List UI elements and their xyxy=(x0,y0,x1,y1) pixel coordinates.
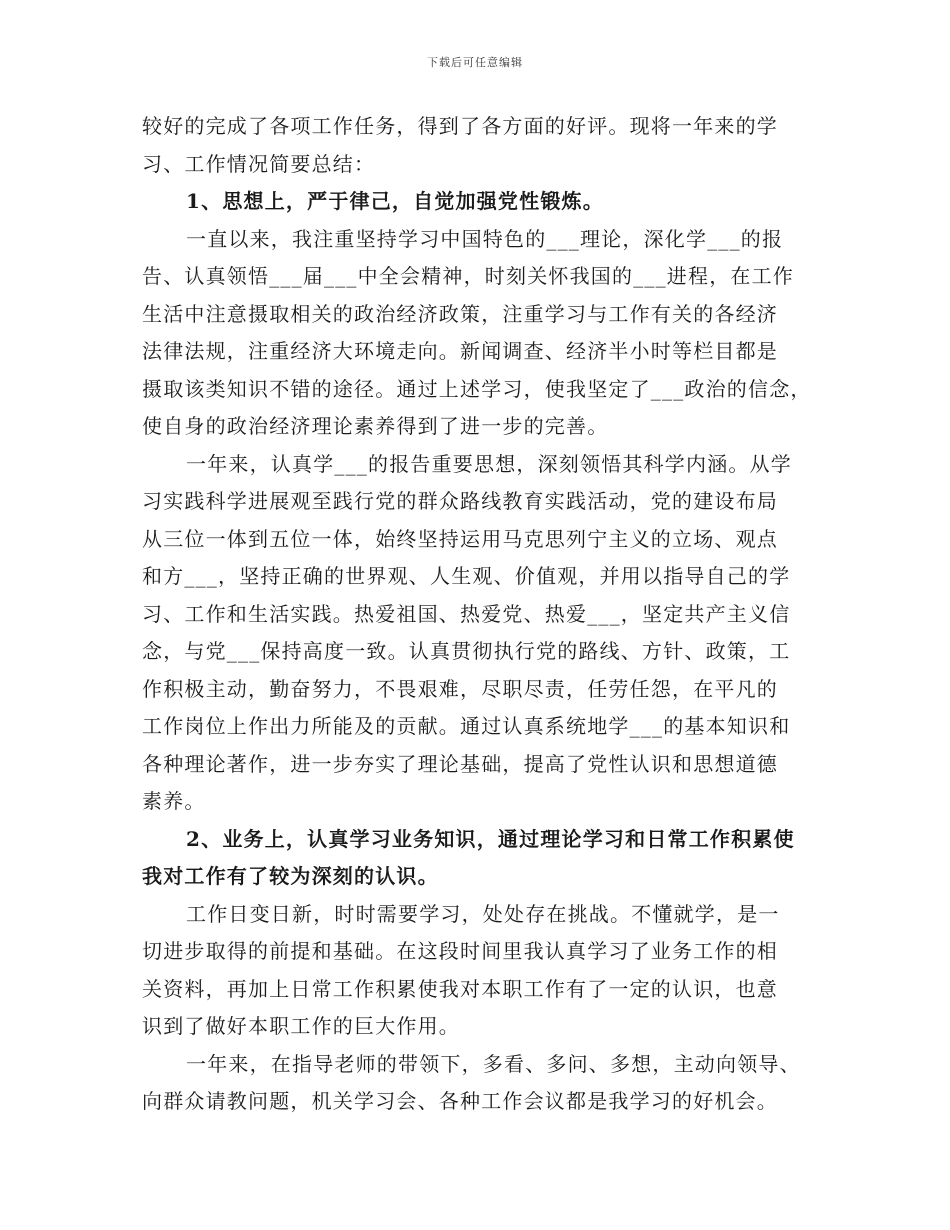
body-line: 生活中注意摄取相关的政治经济政策，注重学习与工作有关的各经济 xyxy=(142,301,778,326)
body-line: 各种理论著作，进一步夯实了理论基础，提高了党性认识和思想道德 xyxy=(142,751,778,776)
section-heading: 1、思想上，严于律己，自觉加强党性锻炼。 xyxy=(186,189,604,213)
body-line: 素养。 xyxy=(142,789,206,813)
body-line: 习、工作和生活实践。热爱祖国、热爱党、热爱___，坚定共产主义信 xyxy=(142,601,791,626)
body-line: 识到了做好本职工作的巨大作用。 xyxy=(142,1014,460,1038)
body-line: 较好的完成了各项工作任务，得到了各方面的好评。现将一年来的学 xyxy=(142,114,778,138)
body-line: 和方___，坚持正确的世界观、人生观、价值观，并用以指导自己的学 xyxy=(142,564,791,588)
body-line: 习实践科学进展观至践行党的群众路线教育实践活动，党的建设布局 xyxy=(142,489,778,513)
body-line: 习、工作情况简要总结： xyxy=(142,151,376,176)
page-header: 下载后可任意编辑 xyxy=(427,56,523,69)
body-line: 念，与党___保持高度一致。认真贯彻执行党的路线、方针、政策，工 xyxy=(142,639,791,663)
body-line: 一年来，在指导老师的带领下，多看、多问、多想，主动向领导、 xyxy=(186,1051,801,1076)
body-line: 工作岗位上作出力所能及的贡献。通过认真系统地学___的基本知识和 xyxy=(142,714,791,738)
section-heading: 我对工作有了较为深刻的认识。 xyxy=(142,864,439,888)
body-line: 告、认真领悟___届___中全会精神，时刻关怀我国的___进程，在工作 xyxy=(142,264,794,288)
body-line: 一年来，认真学___的报告重要思想，深刻领悟其科学内涵。从学 xyxy=(186,451,792,476)
body-line: 从三位一体到五位一体，始终坚持运用马克思列宁主义的立场、观点 xyxy=(142,526,778,551)
body-line: 一直以来，我注重坚持学习中国特色的___理论，深化学___的报 xyxy=(186,226,784,251)
document-body xyxy=(142,108,814,1121)
section-heading: 2、业务上，认真学习业务知识，通过理论学习和日常工作积累使 xyxy=(186,826,795,851)
body-line: 切进步取得的前提和基础。在这段时间里我认真学习了业务工作的相 xyxy=(142,939,778,963)
body-line: 法律法规，注重经济大环境走向。新闻调查、经济半小时等栏目都是 xyxy=(142,339,778,363)
body-line: 关资料，再加上日常工作积累使我对本职工作有了一定的认识，也意 xyxy=(142,976,778,1001)
body-line: 摄取该类知识不错的途径。通过上述学习，使我坚定了___政治的信念， xyxy=(142,376,812,401)
body-line: 工作日变日新，时时需要学习，处处存在挑战。不懂就学，是一 xyxy=(186,901,780,926)
body-line: 向群众请教问题，机关学习会、各种工作会议都是我学习的好机会。 xyxy=(142,1089,778,1113)
body-line: 作积极主动，勤奋努力，不畏艰难，尽职尽责，任劳任怨，在平凡的 xyxy=(142,676,778,701)
body-line: 使自身的政治经济理论素养得到了进一步的完善。 xyxy=(142,414,609,438)
